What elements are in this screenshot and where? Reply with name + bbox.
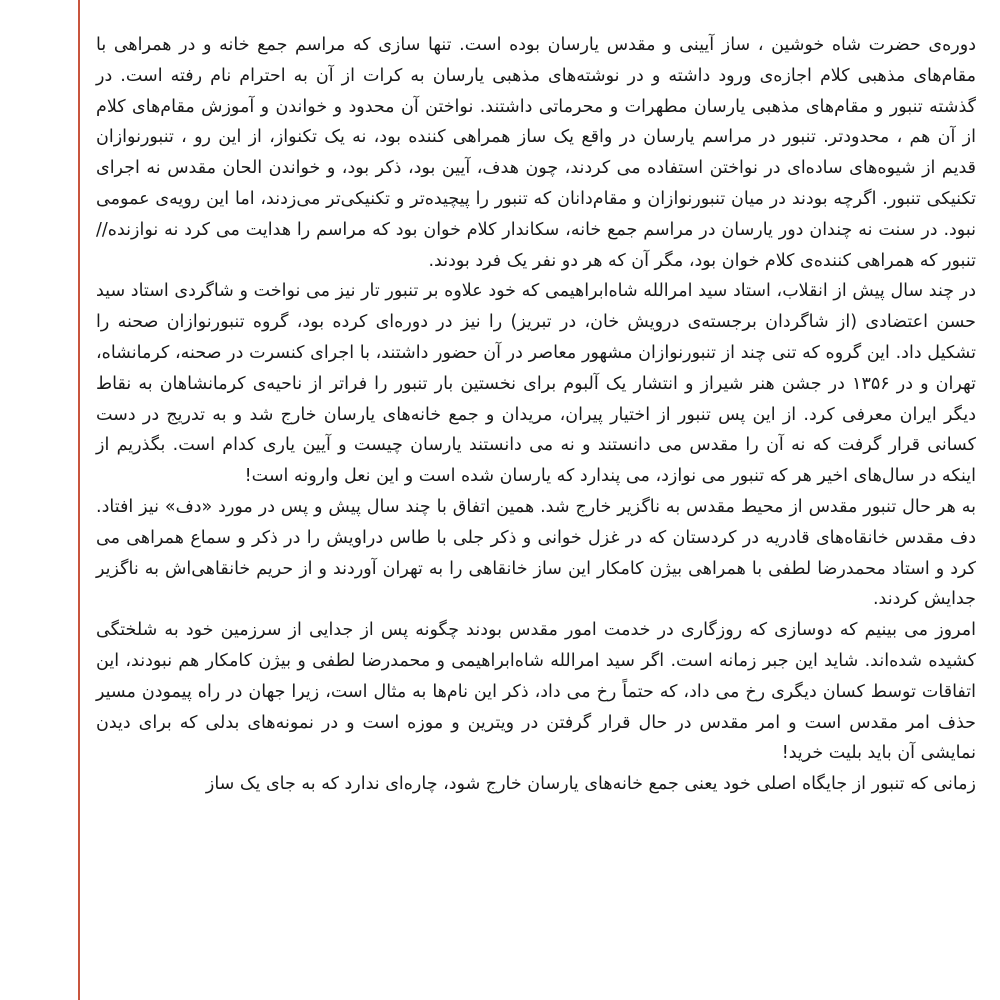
paragraph-5: زمانی که تنبور از جایگاه اصلی خود یعنی جمع خانه‌های یارسان خارج شود، چاره‌ای ندارد که به جای یک ساز — [205, 774, 976, 795]
text-body — [96, 30, 976, 800]
paragraph-1: دوره‌ی حضرت شاه خوشین ، ساز آیینی و مقدس یارسان بوده است. تنها سازی که مراسم جمع خانه و در همراهی با مقام‌های مذهبی کلام اجازه‌ی ورود داشته و در نوشته‌های مذهبی یارسان به کرات از آن به احترام نام رفته است. در گذشته تنبور و مقام‌های مذهبی یارسان مطهرات و محرماتی داشتند. نواختن آن محدود و خواندن و آموزش مقام‌های کلام از آن هم ، محدودتر. تنبور در مراسم یارسان در واقع یک ساز همراهی کننده بود، نه یک تکنواز، از این رو ، تنبورنوازان قدیم از شیوه‌های ساده‌ای در نواختن استفاده می کردند، چون هدف، آیین بود، ذکر بود، و خواندن الحان مقدس نه اجرای تکنیکی تنبور. اگرچه بودند در میان تنبورنوازان و مقام‌دانان که تنبور را پیچیده‌تر و تکنیکی‌تر می‌زدند، اما این رویه‌ی عمومی نبود. در سنت نه چندان دور یارسان در مراسم جمع خانه، سکاندار کلام خوان بود که مراسم را هدایت می کرد نه نوازنده// تنبور که همراهی کننده‌ی کلام خوان بود، مگر آن که هر دو نفر یک فرد بودند. — [96, 35, 976, 271]
paragraph-2: در چند سال پیش از انقلاب، استاد سید امرالله شاه‌ابراهیمی که خود علاوه بر تنبور تار نیز می نواخت و شاگردی استاد سید حسن اعتضادی (از شاگردان برجسته‌ی درویش خان، در تبریز) را نیز در دوره‌ای کرده بود، گروه تنبورنوازان صحنه را تشکیل داد. این گروه که تنی چند از تنبورنوازان مشهور معاصر در آن حضور داشتند، با اجرای کنسرت در صحنه، کرمانشاه، تهران و در ۱۳۵۶ در جشن هنر شیراز و انتشار یک آلبوم برای نخستین بار تنبور را فراتر از ناحیه‌ی کرمانشاهان به نقاط دیگر ایران معرفی کرد. از این پس تنبور از اختیار پیران، مریدان و جمع خانه‌های یارسان خارج شد و به تدریج در دست کسانی قرار گرفت که نه آن را مقدس می دانستند و نه می دانستند یارسان چیست و آیین یاری کدام است. بگذریم از اینکه در سال‌های اخیر هر که تنبور می نوازد، می پندارد که یارسان شده است و این نعل وارونه است! — [96, 281, 976, 487]
margin-rule-line — [78, 0, 80, 1000]
paragraph-3: به هر حال تنبور مقدس از محیط مقدس به ناگزیر خارج شد. همین اتفاق با چند سال پیش و پس در مورد «دف» نیز افتاد. دف مقدس خانقاه‌های قادریه در کردستان که در غزل خوانی و ذکر جلی با طاس دراویش را در ذکر و سماع همراهی می کرد و استاد محمدرضا لطفی با همراهی بیژن کامکار این ساز خانقاهی را به تهران آوردند و از حریم خانقاهی‌اش به ناگزیر جدایش کردند. — [96, 496, 976, 610]
paragraph-4: امروز می بینیم که دوسازی که روزگاری در خدمت امور مقدس بودند چگونه پس از جدایی از سرزمین خود به شلختگی کشیده شده‌اند. شاید این جبر زمانه است. اگر سید امرالله شاه‌ابراهیمی و محمدرضا لطفی و بیژن کامکار هم نبودند، این اتفاقات توسط کسان دیگری رخ می داد، که حتماً رخ می داد، ذکر این نام‌ها به مثال است، زیرا جهان در راه پیمودن مسیر حذف امر مقدس است و امر مقدس در حال قرار گرفتن در ویترین و موزه است و در نمونه‌های بدلی که برای دیدن نمایشی آن باید بلیت خرید! — [96, 620, 976, 764]
